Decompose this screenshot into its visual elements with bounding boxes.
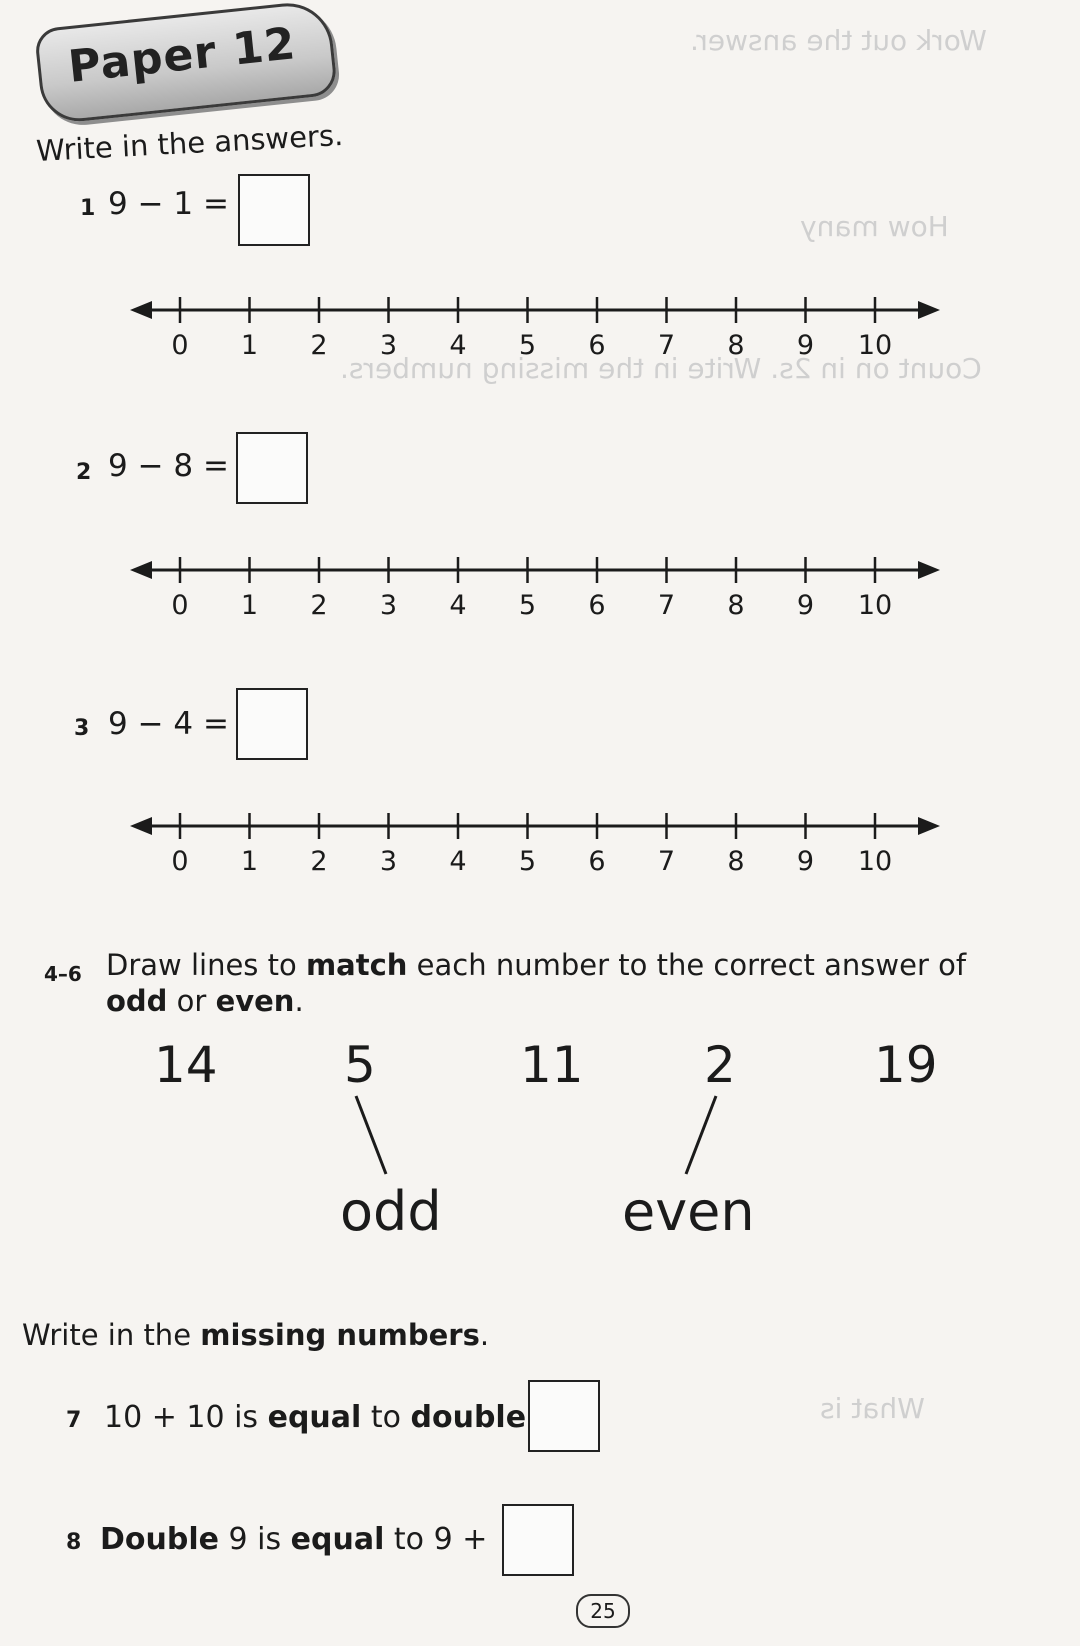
match-number-5: 5 — [344, 1036, 376, 1094]
match-line-2-to-even — [686, 1096, 716, 1174]
number-line-label: 1 — [240, 590, 259, 621]
question-8-number: 8 — [66, 1530, 82, 1555]
show-through-text-1: Work out the answer. — [690, 24, 987, 57]
match-number-11: 11 — [520, 1036, 584, 1094]
number-line-label: 8 — [727, 590, 745, 621]
question-2-expression: 9 − 8 = — [108, 448, 229, 484]
number-line-label: 3 — [379, 330, 398, 361]
number-line-label: 4 — [449, 590, 467, 621]
question-2-number: 2 — [76, 460, 92, 485]
number-line-label: 3 — [379, 590, 398, 621]
number-line-label: 1 — [240, 846, 259, 877]
match-number-19: 19 — [874, 1036, 938, 1094]
show-through-text-2: How many — [800, 210, 949, 243]
instr-text-1: Draw lines to — [106, 948, 306, 982]
question-7-answer-box[interactable] — [528, 1380, 600, 1452]
number-line-label: 8 — [727, 846, 745, 877]
number-line-label: 7 — [657, 846, 676, 877]
number-line-label: 5 — [518, 846, 537, 877]
instr-text-2: each number to the correct answer of — [407, 948, 967, 982]
number-line-label: 9 — [796, 590, 815, 621]
page-number: 25 — [576, 1594, 630, 1628]
question-3-expression: 9 − 4 = — [108, 706, 229, 742]
show-through-text-3: Count on in 2s. Write in the missing numbers. — [340, 352, 982, 385]
match-number-2: 2 — [704, 1036, 736, 1094]
number-line-label: 5 — [518, 590, 537, 621]
q7-text-2: to — [361, 1400, 411, 1435]
number-line-label: 2 — [310, 330, 328, 361]
number-line-label: 5 — [518, 330, 537, 361]
number-line-label: 9 — [796, 846, 815, 877]
instr-bold-match: match — [305, 948, 408, 982]
number-line-label: 0 — [171, 846, 189, 877]
number-line-label: 4 — [449, 330, 467, 361]
number-line-label: 0 — [171, 330, 189, 361]
q8-text-2: to 9 + — [384, 1522, 488, 1557]
question-7-text — [104, 1400, 526, 1435]
number-line-label: 4 — [449, 846, 467, 877]
question-1-expression: 9 − 1 = — [108, 186, 229, 222]
question-8-answer-box[interactable] — [502, 1504, 574, 1576]
number-line-label: 7 — [657, 330, 676, 361]
show-through-text-4: What is — [820, 1392, 925, 1425]
question-7-number: 7 — [66, 1408, 82, 1433]
question-1-number: 1 — [80, 196, 96, 221]
number-line-label: 3 — [379, 846, 398, 877]
question-8-text — [100, 1522, 487, 1557]
q8-text-1: 9 is — [218, 1522, 291, 1557]
label-odd: odd — [340, 1180, 442, 1243]
page-title: Paper 12 — [65, 18, 299, 93]
number-line-label: 7 — [657, 590, 676, 621]
s3-text-1: Write in the — [22, 1318, 201, 1352]
instr-text-4: . — [294, 984, 304, 1018]
q7-text-1: 10 + 10 is — [104, 1400, 268, 1435]
instr-bold-odd: odd — [106, 984, 168, 1018]
number-line-label: 6 — [588, 846, 606, 877]
instr-bold-even: even — [215, 984, 295, 1018]
number-line-label: 2 — [310, 590, 328, 621]
s3-text-2: . — [479, 1318, 490, 1352]
question-3-number: 3 — [74, 716, 90, 741]
number-line-label: 0 — [171, 590, 189, 621]
q8-bold-double: Double — [100, 1522, 219, 1557]
number-line-label: 9 — [796, 330, 815, 361]
number-line-label: 6 — [588, 590, 606, 621]
question-4-6-number: 4–6 — [44, 962, 82, 986]
number-line-label: 8 — [727, 330, 745, 361]
section3-instruction — [22, 1318, 489, 1352]
number-line-label: 10 — [857, 330, 893, 361]
q7-bold-equal: equal — [267, 1400, 362, 1435]
number-line-label: 1 — [240, 330, 259, 361]
instr-text-3: or — [167, 984, 216, 1018]
match-line-5-to-odd — [356, 1096, 386, 1174]
section1-instruction: Write in the answers. — [35, 117, 345, 169]
number-line-label: 2 — [310, 846, 328, 877]
number-line-label: 10 — [857, 846, 893, 877]
s3-bold: missing numbers — [200, 1318, 480, 1352]
number-line-label: 10 — [857, 590, 893, 621]
q7-bold-double: double — [410, 1400, 527, 1435]
number-line-label: 6 — [588, 330, 606, 361]
q8-bold-equal: equal — [290, 1522, 385, 1557]
label-even: even — [622, 1180, 755, 1243]
match-number-14: 14 — [154, 1036, 218, 1094]
